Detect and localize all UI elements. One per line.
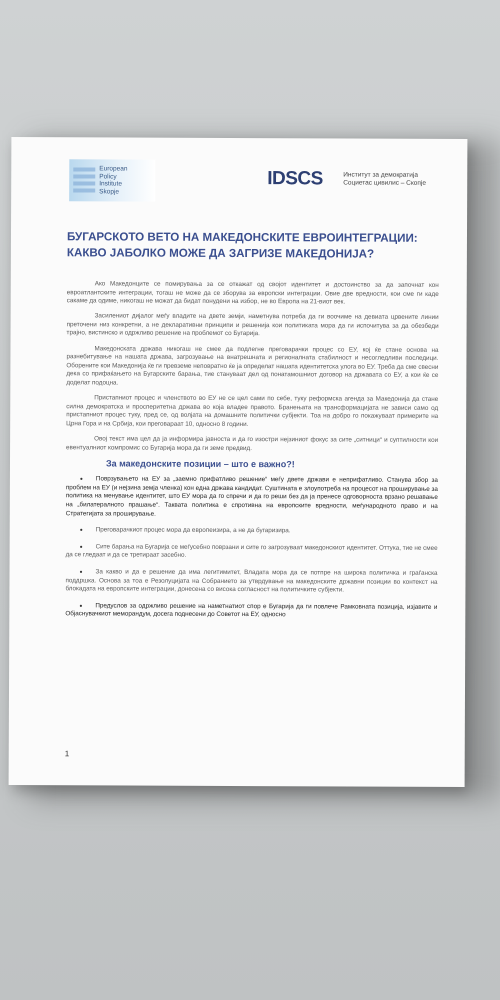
- epi-logo-line: European: [99, 165, 128, 173]
- page-number: 1: [64, 749, 70, 759]
- bullet-item: ● Предуслов за одржливо решение на наметнатиот спор е Бугарија да ги повлече Рамковната позиција, изјавите и Објаснувачкиот меморандум, досега поднесени до Советот на ЕУ, односно: [65, 602, 437, 621]
- paragraph: Засилениот дијалог меѓу владите на двете земји, наметнува потреба да ги воочиме на девиата црвените линии преточени низ конкретни, а не декларативни принципи и решенија кои политиката мора да ги испочитува за да обезбеди трајно, вистинско и одржливо решение на проблемот со Бугарија.: [66, 312, 439, 338]
- bullet-list: [65, 475, 438, 620]
- bullet-item: ● Преговарачкиот процес мора да европеизира, а не да бугаризира.: [66, 526, 438, 536]
- bullet-item: ● Сите барања на Бугарија се меѓусебно поврзани и сите го загрозуваат македонскиот идентитет. Оттука, тие не смее да се гледаат и да се третираат засебно.: [66, 543, 438, 562]
- epi-logo-icon: [73, 167, 95, 193]
- epi-logo-line: Skopje: [99, 187, 120, 195]
- paragraph: Овој текст има цел да ја информира јавноста и да го изостри нејзиниот фокус за сите „ситници“ и суптилности кои евентуалниот компромис со Бугарија мора да ги земе предвид.: [66, 435, 439, 452]
- bullet-item: ● Поврзувањето на ЕУ за „заемно прифатливо решение“ меѓу двете држави е неприфатливо. Станува збор за проблем на ЕУ (и нејзина земја членка) кон една држава кандидат. Суштината е злоупотреба на процесот на проширување за политика на менување идентитет, што ЕУ мора да го спречи и да го реши без да ја пренесе одговорноста врзано решавање на „билатералното прашање“. Таквата политика е спротивна на европските вредности, меѓународното право и на Стратегијата за проширување.: [66, 475, 438, 520]
- idscs-logo-mark: IDSCS: [267, 168, 323, 190]
- epi-logo-line: Institute: [99, 180, 122, 188]
- paragraph: Македонската држава никогаш не смее да подлегне преговарачки процес со ЕУ, кој ќе стане основа на разнебитување на нашата држава, загрозување на внатрешната и регионалната стабилност и несогледливи последици. Оборените кои Македонија ќе ги превземе неповратно ќе ја определат нашата идентитетска улога во ЕУ. Треба да сме свесни дека со прифаќањето на Бугарските барања, тие стануваат дел од понатамошниот договор на државата со ЕУ, а кои ќе се доделат подоцна.: [66, 344, 439, 387]
- section-title: За македонските позиции – што е важно?!: [105, 458, 295, 469]
- idscs-logo-line: Социетас цивилис – Скопје: [343, 179, 427, 187]
- document-title: БУГАРСКОТО ВЕТО НА МАКЕДОНСКИТЕ ЕВРОИНТЕГРАЦИИ: КАКВО ЈАБОЛКО МОЖЕ ДА ЗАГРИЗЕ МАКЕДОНИЈА?: [66, 230, 418, 261]
- header-logos: [11, 137, 467, 199]
- paragraph: Пристапниот процес и членството во ЕУ не се цел сами по себе, туку реформска агенда за Македонија да стане силна демократска и просперитетна држава во која владее правото. Бранењата на трансформацијата не зависи само од пристапниот процес туку, пред се, од волјата на домашните политички субјекти. Тоа на добро го покажуваат примерите на Црна Гора и на Србија, кои преговараат 10, односно 8 години.: [66, 394, 439, 428]
- idscs-logo-line: Институт за демократија: [343, 171, 418, 179]
- document-page: [9, 137, 468, 787]
- epi-logo: [69, 159, 155, 201]
- bullet-item: ● За какво и да е решение да има легитимитет, Владата мора да се потпре на широка политичка и граѓанска поддршка. Основа за тоа е Резолуцијата на Собранието за утврдување на македонските државни позиции во контекст на блокадата на европските интеграции, донесена со висока согласност на политичките субјекти.: [65, 568, 437, 595]
- epi-logo-line: Policy: [99, 172, 117, 180]
- document-body: [65, 280, 439, 629]
- paragraph: Ако Македонците се помирувања за се откажат од својот идентитет и достоинство за да започнат кон евроатлантските интеграции, тогаш не може да се зборува за европски интеграции. Овие две вредности, кои сме ги каде сакаме да одиме, никогаш не можат да бидат понудени на избор, не во Европа на 21-виот век.: [66, 280, 439, 306]
